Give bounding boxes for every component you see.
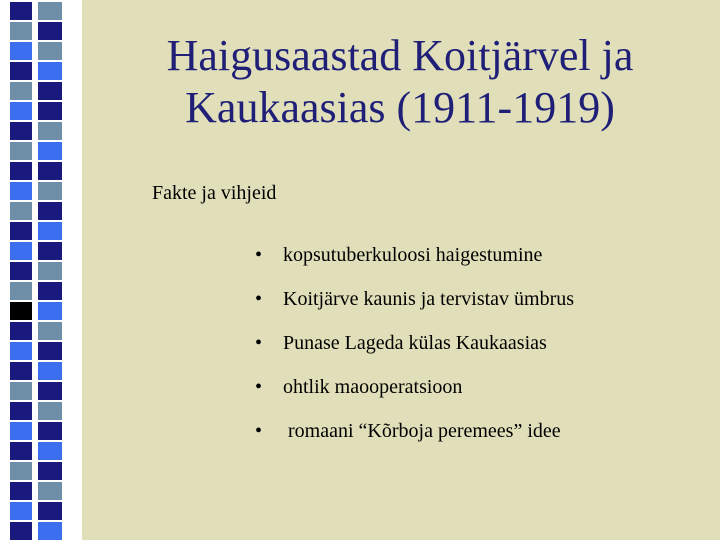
- bullet-item: [255, 328, 574, 372]
- decorative-block: [38, 302, 62, 320]
- decorative-block: [10, 402, 32, 420]
- decorative-block: [38, 142, 62, 160]
- bullet-item: [255, 416, 574, 460]
- decorative-block: [38, 482, 62, 500]
- decorative-block: [10, 262, 32, 280]
- decorative-block: [38, 2, 62, 20]
- bullet-dot: •: [255, 420, 263, 442]
- decorative-block: [10, 202, 32, 220]
- decorative-block: [38, 222, 62, 240]
- decorative-block: [10, 302, 32, 320]
- bullet-dot: •: [255, 288, 263, 310]
- decorative-block: [38, 82, 62, 100]
- decorative-block: [38, 362, 62, 380]
- decorative-block: [38, 422, 62, 440]
- decorative-block: [10, 122, 32, 140]
- decorative-block: [38, 182, 62, 200]
- bullet-text: ohtlik maooperatsioon: [283, 376, 463, 398]
- slide-subtitle: Fakte ja vihjeid: [152, 182, 277, 204]
- slide-title: [120, 30, 680, 134]
- decorative-block: [38, 522, 62, 540]
- decorative-block: [38, 342, 62, 360]
- decorative-block: [38, 102, 62, 120]
- decorative-block: [10, 322, 32, 340]
- decorative-block: [10, 242, 32, 260]
- bullet-item: [255, 372, 574, 416]
- decorative-block: [38, 442, 62, 460]
- bullet-dot: •: [255, 244, 263, 266]
- bullet-dot: •: [255, 376, 263, 398]
- decorative-block: [38, 62, 62, 80]
- decorative-block: [10, 102, 32, 120]
- bullet-list: [255, 240, 574, 460]
- decorative-block: [10, 42, 32, 60]
- decorative-block: [38, 162, 62, 180]
- bullet-text: romaani “Kõrboja peremees” idee: [283, 420, 561, 442]
- decorative-block: [38, 242, 62, 260]
- decorative-block: [10, 62, 32, 80]
- decorative-block: [10, 462, 32, 480]
- decorative-block: [38, 382, 62, 400]
- title-line-1: Haigusaastad Koitjärvel ja: [166, 31, 634, 80]
- title-line-2: Kaukaasias (1911-1919): [185, 83, 615, 132]
- decorative-block: [10, 482, 32, 500]
- decorative-block: [10, 222, 32, 240]
- decorative-block: [38, 502, 62, 520]
- decorative-block: [10, 162, 32, 180]
- decorative-block: [10, 22, 32, 40]
- bullet-dot: •: [255, 332, 263, 354]
- decorative-block: [10, 142, 32, 160]
- decorative-block: [38, 22, 62, 40]
- decorative-block: [38, 402, 62, 420]
- decorative-block: [10, 422, 32, 440]
- decorative-block: [38, 122, 62, 140]
- decorative-block: [38, 202, 62, 220]
- bullet-item: [255, 240, 574, 284]
- decorative-block: [10, 382, 32, 400]
- decorative-block: [10, 282, 32, 300]
- decorative-block: [38, 462, 62, 480]
- decorative-block: [38, 42, 62, 60]
- decorative-block-column: [0, 0, 82, 540]
- decorative-block: [10, 442, 32, 460]
- decorative-block: [10, 182, 32, 200]
- decorative-block: [10, 362, 32, 380]
- decorative-block: [10, 502, 32, 520]
- bullet-text: kopsutuberkuloosi haigestumine: [283, 244, 543, 266]
- bullet-item: [255, 284, 574, 328]
- decorative-block: [38, 282, 62, 300]
- decorative-block: [10, 342, 32, 360]
- bullet-text: Punase Lageda külas Kaukaasias: [283, 332, 547, 354]
- decorative-block: [38, 262, 62, 280]
- decorative-block: [10, 2, 32, 20]
- decorative-block: [10, 82, 32, 100]
- bullet-text: Koitjärve kaunis ja tervistav ümbrus: [283, 288, 575, 310]
- decorative-block: [38, 322, 62, 340]
- decorative-block: [10, 522, 32, 540]
